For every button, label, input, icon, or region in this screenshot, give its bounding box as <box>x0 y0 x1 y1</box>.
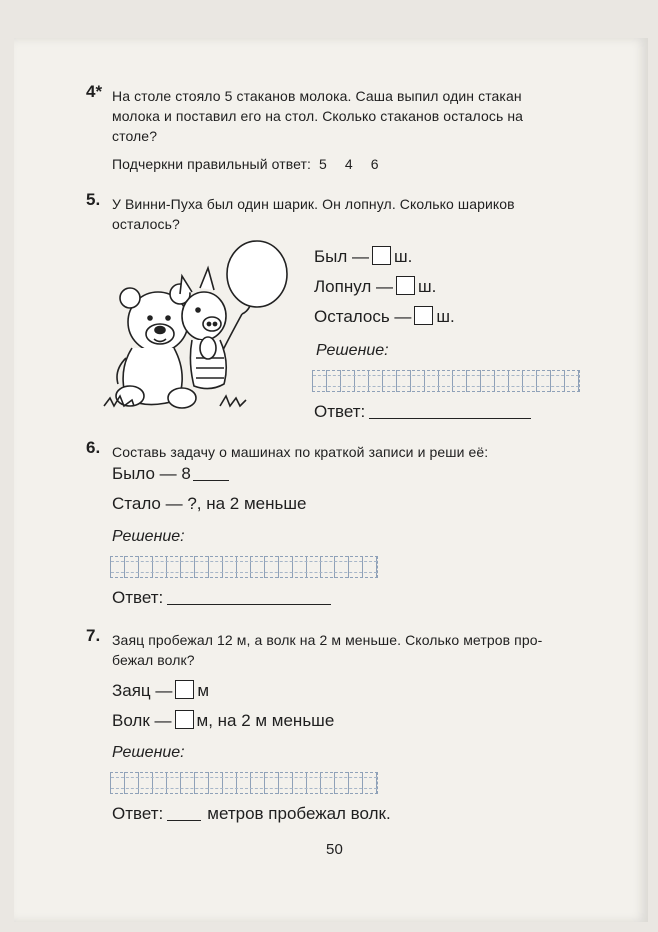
workbook-page <box>14 38 648 922</box>
task4-text-line2: молока и поставил его на стол. Сколько стаканов осталось на <box>112 108 524 124</box>
task7-answer-row <box>112 804 391 824</box>
task7-solution-cells[interactable] <box>110 772 378 794</box>
task5-was-label: Был — <box>314 247 370 266</box>
task4-instruction-row <box>112 154 379 174</box>
task4-text-line1: На столе стояло 5 стаканов молока. Саша выпил один стакан <box>112 88 522 104</box>
task7-hare-unit: м <box>197 681 210 700</box>
task5-burst-box[interactable] <box>396 276 415 295</box>
task6-answer-label: Ответ: <box>112 588 164 607</box>
task6-was-label: Было — 8 <box>112 464 191 483</box>
task6-solution-label: Решение: <box>112 528 185 545</box>
task7-wolf-row <box>112 710 334 731</box>
task6-became-label: Стало — ?, на 2 меньше <box>112 494 307 513</box>
winnie-piglet-illustration <box>100 238 300 414</box>
task4-option-1[interactable]: 5 <box>319 156 327 172</box>
page-number: 50 <box>326 841 343 858</box>
task7-number: 7. <box>86 626 101 645</box>
task5-solution-cells[interactable] <box>312 370 580 392</box>
task5-solution-label: Решение: <box>316 342 389 359</box>
task5-answer-line[interactable] <box>369 418 531 419</box>
task7-solution-label: Решение: <box>112 744 185 761</box>
task5-burst-row <box>314 276 436 297</box>
task4-text-line3: столе? <box>112 128 158 144</box>
task6-text: Составь задачу о машинах по краткой записи и реши её: <box>112 444 489 460</box>
task7-answer-suffix: метров пробежал волк. <box>207 804 391 823</box>
task7-text-line1: Заяц пробежал 12 м, а волк на 2 м меньше. Сколько метров про- <box>112 632 543 648</box>
task4-number: 4* <box>86 82 103 101</box>
task7-hare-box[interactable] <box>175 680 194 699</box>
task5-left-row <box>314 306 455 327</box>
task5-was-box[interactable] <box>372 246 391 265</box>
task7-wolf-label: Волк — <box>112 711 172 730</box>
task7-hare-row <box>112 680 209 701</box>
task5-burst-unit: ш. <box>417 277 437 296</box>
task4-option-2[interactable]: 4 <box>344 156 353 172</box>
task5-text-line2: осталось? <box>112 216 180 232</box>
task6-number: 6. <box>86 438 101 457</box>
task7-answer-label: Ответ: <box>112 804 164 823</box>
task7-answer-line[interactable] <box>167 820 201 821</box>
task7-wolf-box[interactable] <box>175 710 194 729</box>
task6-solution-cells[interactable] <box>110 556 378 578</box>
task5-answer-row <box>314 402 531 422</box>
task5-left-label: Осталось — <box>314 307 412 326</box>
task4-instruction: Подчеркни правильный ответ: <box>112 156 312 172</box>
task6-answer-row <box>112 588 331 608</box>
task5-burst-label: Лопнул — <box>314 277 393 296</box>
task5-was-row <box>314 246 412 267</box>
task5-left-box[interactable] <box>414 306 433 325</box>
task5-number: 5. <box>86 190 101 209</box>
task7-hare-label: Заяц — <box>112 681 173 700</box>
task4-option-3[interactable]: 6 <box>370 156 379 172</box>
task7-text-line2: бежал волк? <box>112 652 195 668</box>
task6-was-row <box>112 464 229 484</box>
task6-was-line <box>193 480 229 481</box>
task6-answer-line[interactable] <box>167 604 331 605</box>
task5-answer-label: Ответ: <box>314 402 366 421</box>
task5-was-unit: ш. <box>394 247 413 266</box>
task5-text-line1: У Винни-Пуха был один шарик. Он лопнул. Сколько шариков <box>112 196 515 212</box>
task7-wolf-unit: м, на 2 м меньше <box>196 711 335 730</box>
task5-left-unit: ш. <box>436 307 455 326</box>
